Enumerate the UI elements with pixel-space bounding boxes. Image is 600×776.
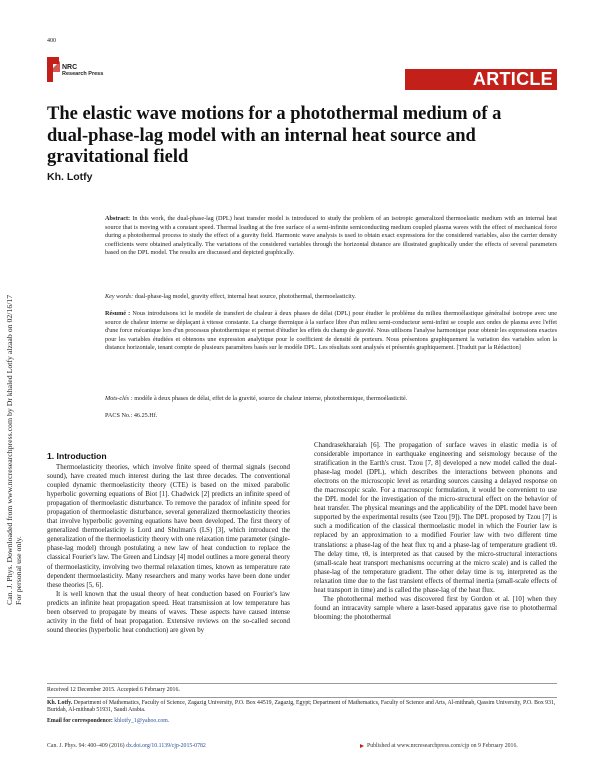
triangle-icon [360,744,364,748]
article-label: ARTICLE [405,69,557,90]
left-column [47,463,290,635]
resume-label: Résumé : [105,310,131,317]
received-dates: Received 12 December 2015. Accepted 6 February 2016. [47,687,180,693]
sidebar-download-note: Can. J. Phys. Downloaded from www.nrcresearchpress.com by Dr khaled Lotfy alzaab on 02/16/17 [5,294,14,605]
logo-sub: Research Press [62,71,104,77]
citation [47,743,206,749]
doi-link[interactable]: dx.doi.org/10.1139/cjp-2015-0782 [126,743,206,749]
paragraph: It is well known that the usual theory of heat conduction based on Fourier's law predicts an infinite heat propagation speed. Heat transmission at low temperature has been observed to propagate by means of waves. These aspects have caused intense activity in the field of heat propagation. Extensive reviews on the so-called second sound theories (hyperbolic heat conduction) are given by [47,590,290,634]
right-column [314,441,557,622]
paragraph: Chandrasekharaiah [6]. The propagation of surface waves in elastic media is of considerable importance in earthquake engineering and seismology because of the stratification in the Earth's crust. Tzou [7, 8] developed a new model called the dual-phase-lag model (DPL), which describes the interactions between phonons and electrons on the microscopic level as retarding sources causing a delayed response on the macroscopic scale. For a macroscopic formulation, it would be convenient to use the DPL model for the investigation of the micro-structural effect on the behavior of heat transfer. The physical meanings and the applicability of the DPL model have been supported by the experimental results (see Tzou [9]). The DPL proposed by Tzou [7] is such a modification of the classical thermoelastic model in which the Fourier law is replaced by an approximation to a modified Fourier law with two different time translations: a phase-lag of the heat flux τq and a phase-lag of temperature gradient τθ. The delay time, τθ, is interpreted as that caused by the micro-structural interactions (small-scale heat transport mechanisms occurring at the micro scale) and is called the phase-lag of the temperature gradient. The other delay time is τq, interpreted as the relaxation time due to the fast transient effects of thermal inertia (small-scale effects of heat transport in time) and is called the phase-lag of the heat flux. [314,442,557,594]
affiliation-text: Department of Mathematics, Faculty of Science, Zagazig University, P.O. Box 44519, Zagazig, Egypt; Department of Mathematics, Faculty of Science and Arts, Al-mithnab, Qassim University, P.O. Box 931, Buridah, Al-mithnab 51931, Saudi Arabia. [47,700,556,714]
logo-name: NRC [62,64,78,71]
correspondence-label: Email for correspondence: [47,718,113,724]
abstract [105,215,557,258]
publisher-logo-text [62,64,103,78]
resume [105,310,557,353]
published-note [360,743,518,749]
paragraph: Thermoelasticity theories, which involve finite speed of thermal signals (second sound), have created much interest during the last three decades. The conventional coupled dynamic thermoelasticity theory (CTE) is based on the mixed parabolic hyperbolic governing equations of Biot [1]. Chadwick [2] predicts an infinite speed of propagation of thermoelastic disturbance. To remove the paradox of infinite speed for propagation of thermoelastic disturbance, several generalized thermoelasticity theories that involve hyperbolic governing equations have been developed. The first theory of generalized thermoelasticity is Lord and Shulman's (LS) [3], which introduced the generalization of the thermoelasticity theory with one relaxation time parameter (single-phase-lag model) through postulating a new law of heat conduction to replace the classical Fourier's law. The Green and Lindsay [4] model outlines a more general theory of thermoelasticity, involving two thermal relaxation times, known as temperature rate dependent thermoelasticity. Many researchers and many works have been done under these theories [5, 6]. [47,464,290,589]
mots-cles [105,395,557,404]
footnote-divider [47,683,557,684]
pacs-number: PACS No.: 46.25.Hf. [105,412,158,419]
mots-cles-label: Mots-clés : [105,395,133,402]
abstract-label: Abstract: [105,215,131,222]
footnote-divider [47,697,557,698]
correspondence [47,718,557,725]
keywords [105,293,557,302]
affiliation [47,700,557,715]
resume-text: Nous introduisons ici le modèle de transfert de chaleur à deux phases de délai (DPL) pour étudier le problème du milieu thermoélastique généralisé isotrope avec une source de chaleur interne se déplaçant à vitesse constante. La charge thermique à la surface libre d'un milieu semi-conducteur semi-infini se couple aux ondes de plasma avec l'effet d'une force mécanique lors d'un processus photothermique et permet d'étudier les effets du champ de gravité. Nous utilisons l'analyse harmonique pour obtenir les expressions exactes pour les variables étudiées et obtenons une expression analytique pour le coefficient de densité de porteurs. Nous présentons graphiquement la variation des variables selon la distance horizontale, tenant compte de plusieurs paramètres basés sur le modèle DPL. Les résultats sont analysés et présentés graphiquement. [Traduit par la Rédaction] [105,310,558,352]
keywords-text: dual-phase-lag model, gravity effect, internal heat source, photothermal, thermoelasticity. [134,293,356,300]
correspondence-email[interactable]: khlotfy_1@yahoo.com. [114,718,170,724]
citation-text: Can. J. Phys. 94: 400–409 (2016) [47,743,125,749]
affiliation-author: Kh. Lotfy. [47,700,73,706]
download-sidebar [0,185,26,605]
paragraph: The photothermal method was discovered first by Gordon et al. [10] when they found an intracavity sample where a laser-based apparatus gave rise to photothermal blooming: the photothermal [314,595,557,621]
sidebar-use-note: For personal use only. [14,536,23,605]
author-name: Kh. Lotfy [47,171,93,183]
mots-cles-text: modèle à deux phases de délai, effet de la gravité, source de chaleur interne, photothermique, thermoélasticité. [134,395,408,402]
page-number: 400 [47,38,56,44]
keywords-label: Key words: [105,293,134,300]
section-heading: 1. Introduction [47,451,107,461]
published-text: Published at www.nrcresearchpress.com/cjp on 9 February 2016. [367,743,518,749]
paper-title: The elastic wave motions for a photothermal medium of a dual-phase-lag model with an internal heat source and gravitational field [47,104,502,167]
abstract-text: In this work, the dual-phase-lag (DPL) heat transfer model is introduced to study the problem of an isotropic generalized thermoelastic medium with an internal heat source that is moving with a constant speed. Thermal loading at the free surface of a semi-infinite semiconducting medium coupled plasma waves with the effect of mechanical force during a photothermal process to study the effect of a gravity field. Harmonic wave analysis is used to obtain exact expressions for the considered variables, also the carrier density coefficients were obtained analytically. The variations of the considered variables through the horizontal distance are illustrated graphically under the effects of several parameters based on the DPL model. The results are discussed and depicted graphically. [105,215,558,257]
